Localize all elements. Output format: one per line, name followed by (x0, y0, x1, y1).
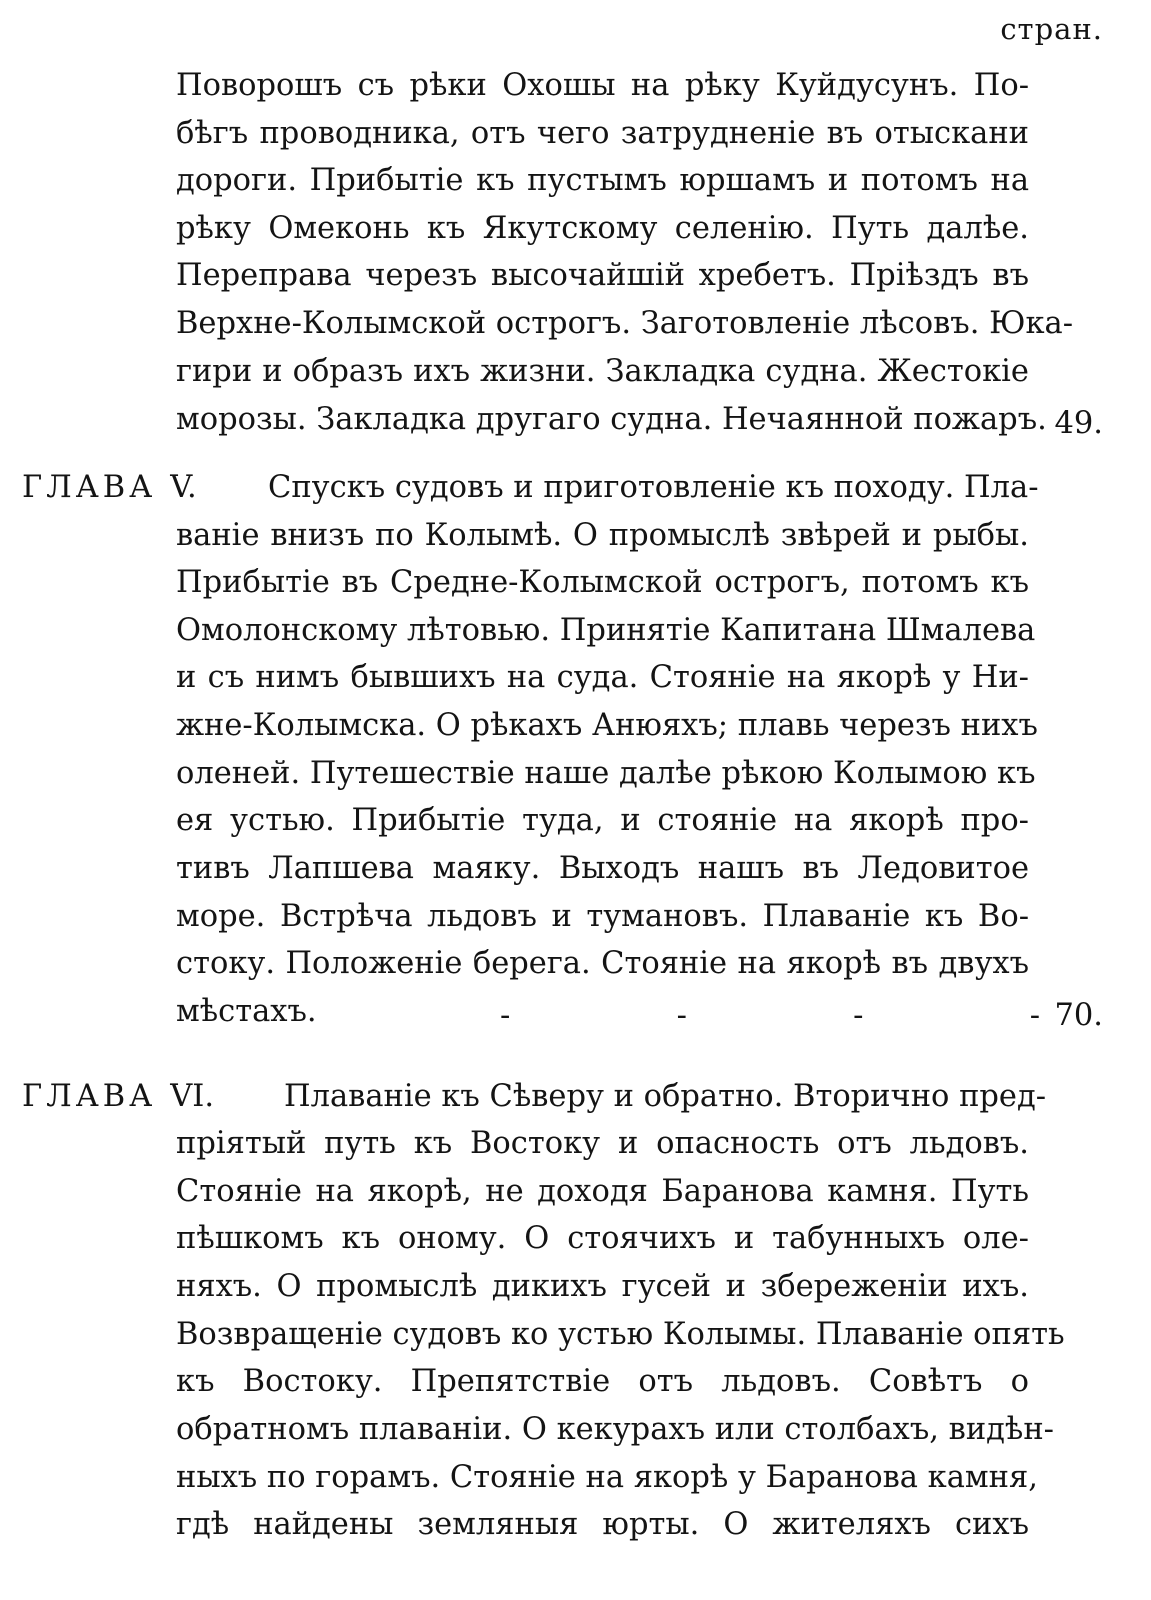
text-line: Переправа черезъ высочайшій хребетъ. Пріѣздъ въ (176, 258, 1029, 293)
text-line: Спускъ судовъ и приготовленіе къ походу. Пла- (268, 470, 1039, 505)
text-line: дороги. Прибытіе къ пустымъ юршамъ и потомъ на (176, 163, 1029, 198)
text-line: Стояніе на якорѣ, не доходя Баранова камня. Путь (176, 1174, 1029, 1209)
text-line: пріятый путь къ Востоку и опасность отъ льдовъ. (176, 1126, 1029, 1161)
leader-dash: - (500, 998, 511, 1033)
column-header-pages: стран. (1000, 12, 1103, 46)
dot-leader (500, 992, 1040, 1040)
text-line: ваніе внизъ по Колымѣ. О промыслѣ звѣрей и рыбы. (176, 518, 1029, 553)
text-line: ныхъ по горамъ. Стояніе на якорѣ у Баранова камня, (176, 1460, 1038, 1495)
text-line: Плаваніе къ Сѣверу и обратно. Вторично пред- (284, 1079, 1047, 1114)
text-line: тивъ Лапшева маяку. Выходъ нашъ въ Ледовитое (176, 851, 1029, 886)
text-line: море. Встрѣча льдовъ и тумановъ. Плаваніе къ Во- (176, 899, 1029, 934)
text-line: и съ нимъ бывшихъ на суда. Стояніе на якорѣ у Ни- (176, 660, 1029, 695)
text-line: няхъ. О промыслѣ дикихъ гусей и збереженіи ихъ. (176, 1269, 1029, 1304)
text-line: Поворошъ съ рѣки Охошы на рѣку Куйдусунъ. По- (176, 68, 1029, 103)
text-line: оленей. Путешествіе наше далѣе рѣкою Колымою къ (176, 756, 1036, 791)
text-line: мѣстахъ. (176, 994, 317, 1029)
text-line: ея устью. Прибытіе туда, и стояніе на якорѣ про- (176, 803, 1029, 838)
leader-dash: - (676, 998, 687, 1033)
text-line: гири и образъ ихъ жизни. Закладка судна. Жестокіе (176, 354, 1029, 389)
text-line: къ Востоку. Препятствіе отъ льдовъ. Совѣтъ о (176, 1364, 1029, 1399)
text-line: Верхне-Колымской острогъ. Заготовленіе лѣсовъ. Юка- (176, 306, 1074, 341)
text-line: гдѣ найдены земляныя юрты. О жителяхъ сихъ (176, 1507, 1029, 1542)
text-line: морозы. Закладка другаго судна. Нечаянной пожаръ. (176, 402, 1047, 437)
page-number: 49. (1054, 406, 1103, 441)
chapter-number: VI. (170, 1079, 215, 1114)
text-line: стоку. Положеніе берега. Стояніе на якорѣ въ двухъ (176, 946, 1029, 981)
chapter-heading (22, 464, 197, 512)
chapter-heading (22, 1073, 214, 1121)
chapter-number: V. (170, 470, 197, 505)
text-line: жне-Колымска. О рѣкахъ Анюяхъ; плавь черезъ нихъ (176, 708, 1038, 743)
leader-dash: - (1029, 998, 1040, 1033)
text-line: пѣшкомъ къ оному. О стоячихъ и табунныхъ оле- (176, 1221, 1029, 1256)
chapter-word: ГЛАВА (22, 470, 157, 505)
page-number: 70. (1054, 998, 1103, 1033)
chapter-word: ГЛАВА (22, 1079, 157, 1114)
text-line: Омолонскому лѣтовью. Принятіе Капитана Шмалева (176, 613, 1036, 648)
text-line: бѣгъ проводника, отъ чего затрудненіе въ отыскани (176, 116, 1029, 151)
leader-dash: - (853, 998, 864, 1033)
text-line: Прибытіе въ Средне-Колымской острогъ, потомъ къ (176, 565, 1029, 600)
text-line: рѣку Омеконь къ Якутскому селенію. Путь далѣе. (176, 211, 1029, 246)
text-line: обратномъ плаваніи. О кекурахъ или столбахъ, видѣн- (176, 1412, 1054, 1447)
text-line: Возвращеніе судовъ ко устью Колымы. Плаваніе опять (176, 1317, 1065, 1352)
